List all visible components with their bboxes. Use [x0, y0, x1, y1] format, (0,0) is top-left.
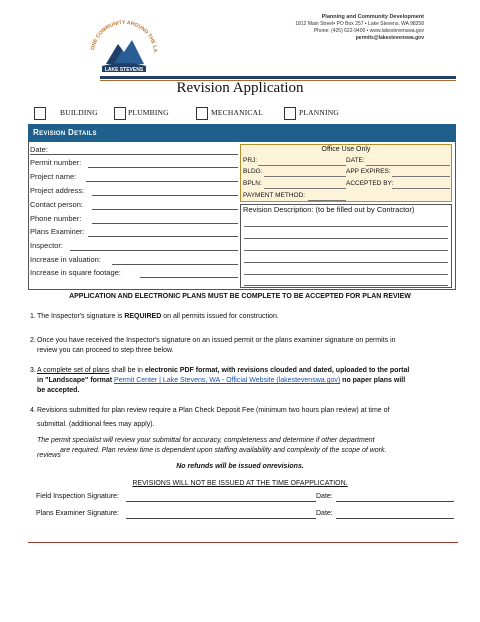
phone-number-field[interactable] [92, 223, 238, 224]
inspector-label: Inspector: [30, 241, 63, 250]
permit-number-field[interactable] [88, 167, 238, 168]
org-email: permits@lakestevenswa.gov [355, 35, 424, 41]
accepted-by-label: ACCEPTED BY: [346, 180, 394, 187]
office-date-label: DATE: [346, 157, 365, 164]
increase-valuation-label: Increase in valuation: [30, 255, 101, 264]
increase-sqft-field[interactable] [140, 277, 238, 278]
header-divider [100, 76, 456, 79]
permit-center-link[interactable]: Permit Center | Lake Stevens, WA - Official Website (lakestevenswa.gov) [114, 377, 341, 384]
logo-name: LAKE STEVENS [104, 67, 144, 73]
app-expires-label: APP EXPIRES: [346, 168, 391, 175]
revision-line[interactable] [244, 262, 448, 263]
project-name-field[interactable] [86, 181, 238, 182]
date-field[interactable] [30, 154, 238, 155]
completeness-notice: APPLICATION AND ELECTRONIC PLANS MUST BE COMPLETE TO BE ACCEPTED FOR PLAN REVIEW [69, 293, 411, 300]
planning-label: PLANNING [299, 108, 339, 117]
contact-person-field[interactable] [92, 209, 238, 210]
review-note-line2: are required. Plan review time is dependent upon staffing availability and complexity of the scope of work. [60, 447, 387, 454]
section-title: Revision Details [33, 128, 97, 137]
svg-text:ONE COMMUNITY AROUND THE LAKE [84, 14, 158, 53]
mechanical-label: MECHANICAL [211, 108, 263, 117]
plumbing-label: PLUMBING [128, 108, 169, 117]
date-label: Date: [30, 145, 48, 154]
org-address: 1812 Main Street• PO Box 257 • Lake Stevens, WA 98258 [295, 21, 424, 27]
bpln-label: BPLN: [243, 180, 262, 187]
inspector-field[interactable] [70, 250, 238, 251]
bldg-field[interactable] [264, 176, 346, 177]
mechanical-checkbox[interactable] [196, 107, 208, 120]
prj-field[interactable] [258, 165, 346, 166]
item-number: 1. [30, 313, 36, 320]
revision-details-header [28, 124, 456, 142]
plans-examiner-signature-field[interactable] [126, 518, 316, 519]
item-number: 4. [30, 407, 36, 414]
planning-checkbox[interactable] [284, 107, 296, 120]
not-issued-note: REVISIONS WILL NOT BE ISSUED AT THE TIME OFAPPLICATION. [132, 480, 348, 487]
revision-line[interactable] [244, 274, 448, 275]
contact-person-label: Contact person: [30, 200, 83, 209]
instruction-3: 3.A complete set of plans shall be in electronic PDF format, with revisions clouded and dated, uploaded to the portal in "Landscape" format Permit Center | Lake Stevens, WA - Official Website (lakestevenswa.gov) no paper plans will be accepted. [30, 367, 410, 394]
revision-line[interactable] [244, 226, 448, 227]
project-address-label: Project address: [30, 186, 85, 195]
building-checkbox[interactable] [34, 107, 46, 120]
field-inspection-signature-label: Field Inspection Signature: [36, 493, 119, 500]
item-number: 3. [30, 367, 36, 374]
revision-description-box [240, 204, 452, 288]
plans-examiner-label: Plans Examiner: [30, 227, 85, 236]
review-note-line1: The permit specialist will review your submittal for accuracy, completeness and determine if other department [37, 437, 375, 444]
accepted-by-field[interactable] [392, 188, 450, 189]
office-date-field[interactable] [366, 165, 450, 166]
payment-method-label: PAYMENT METHOD: [243, 192, 306, 199]
field-inspection-signature-field[interactable] [126, 501, 316, 502]
prj-label: PRJ: [243, 157, 258, 164]
increase-valuation-field[interactable] [112, 264, 238, 265]
office-use-heading: Office Use Only [321, 146, 371, 153]
phone-number-label: Phone number: [30, 214, 82, 223]
footer-divider [28, 542, 458, 543]
revision-line[interactable] [244, 238, 448, 239]
revision-line[interactable] [244, 285, 448, 286]
payment-method-field[interactable] [308, 200, 346, 201]
app-expires-field[interactable] [392, 176, 450, 177]
field-inspection-date-label: Date: [316, 493, 333, 500]
field-inspection-date-field[interactable] [336, 501, 454, 502]
logo-arc-text: ONE COMMUNITY AROUND THE LA [90, 19, 159, 53]
plumbing-checkbox[interactable] [114, 107, 126, 120]
bldg-label: BLDG: [243, 168, 263, 175]
plans-examiner-field[interactable] [88, 236, 238, 237]
instruction-4-cont: submittal. (additional fees may apply). [37, 421, 155, 428]
revision-line[interactable] [244, 250, 448, 251]
item-number: 2. [30, 337, 36, 344]
building-label: BUILDING [60, 108, 98, 117]
instruction-1: 1.The Inspector's signature is REQUIRED on all permits issued for construction. [30, 313, 279, 320]
revision-description-label: Revision Description: (to be filled out by Contractor) [243, 205, 415, 214]
lake-stevens-logo [84, 14, 164, 76]
increase-sqft-label: Increase in square footage: [30, 268, 121, 277]
page-title: Revision Application [176, 80, 304, 96]
instruction-4: 4.Revisions submitted for plan review require a Plan Check Deposit Fee (minimum two hours plan review) at time of [30, 407, 390, 414]
org-name: Planning and Community Development [321, 14, 424, 20]
instruction-2: 2.Once you have received the Inspector's signature on an issued permit or the plans examiner signature on permits in review you can proceed to step three below. [30, 337, 396, 354]
plans-examiner-date-field[interactable] [336, 518, 454, 519]
plans-examiner-signature-label: Plans Examiner Signature: [36, 510, 119, 517]
bpln-field[interactable] [264, 188, 346, 189]
review-note-reviews: reviews [37, 452, 61, 459]
organization-block [295, 14, 424, 42]
permit-number-label: Permit number: [30, 158, 82, 167]
project-name-label: Project name: [30, 172, 77, 181]
org-phone: Phone: (425) 622-9400 • www.lakestevenswa.gov [313, 28, 424, 34]
project-address-field[interactable] [92, 195, 238, 196]
no-refunds-note: No refunds will be issued onrevisions. [176, 463, 304, 470]
plans-examiner-date-label: Date: [316, 510, 333, 517]
